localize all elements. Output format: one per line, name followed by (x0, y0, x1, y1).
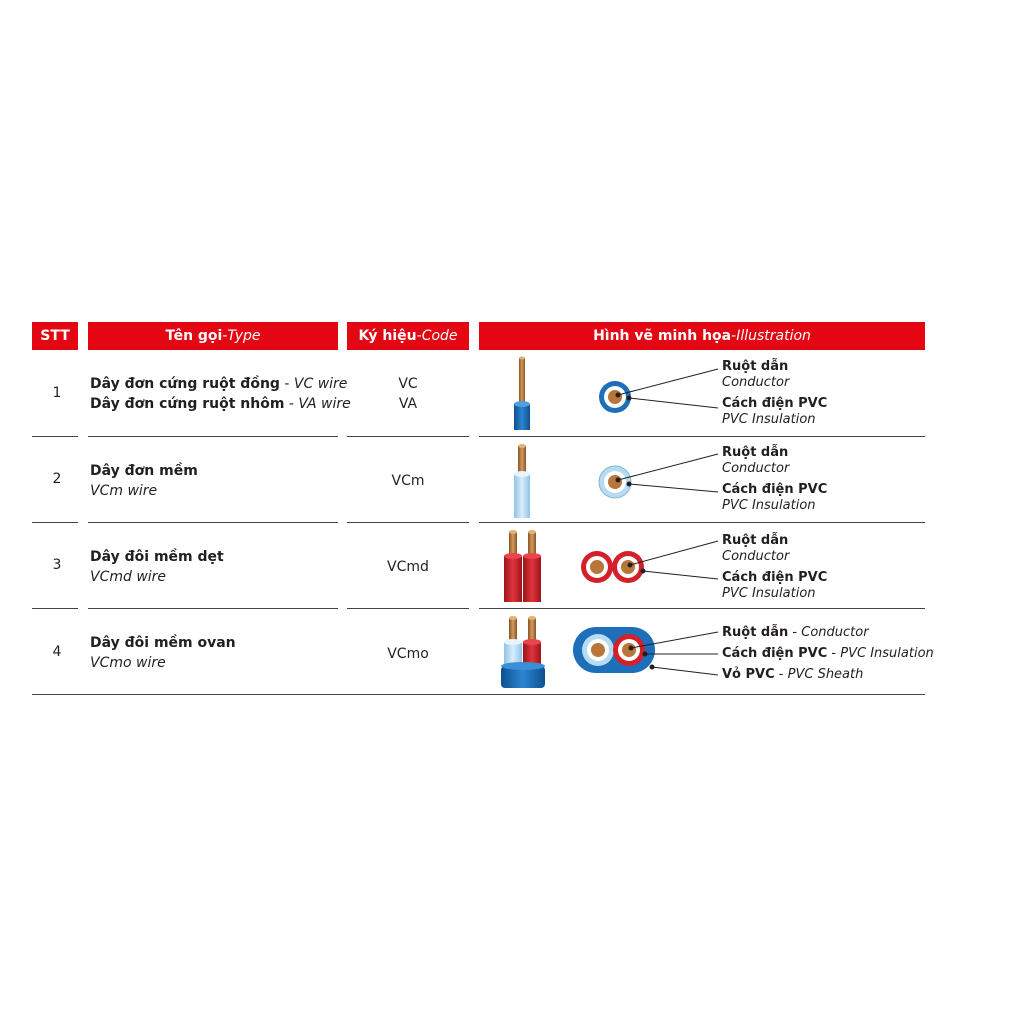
insulation-label: Cách điện PVC PVC Insulation (722, 396, 828, 427)
vc-wire-illustration (480, 352, 926, 434)
header-stt: STT (32, 322, 78, 350)
type-name: Dây đôi mềm dẹt VCmd wire (90, 549, 224, 585)
row-number: 4 (52, 644, 62, 660)
cross-section-icon (573, 627, 655, 673)
wire-3d-icon (514, 357, 530, 431)
row-number: 2 (52, 471, 62, 487)
pointer-lines (616, 369, 718, 408)
cross-section-icon (581, 551, 644, 583)
code: VCm (391, 473, 425, 489)
cross-section-icon (599, 466, 631, 498)
insulation-label: Cách điện PVC PVC Insulation (722, 570, 828, 601)
code: VC VA (398, 376, 418, 412)
conductor-label: Ruột dẫn - Conductor (722, 625, 869, 640)
row-divider (479, 522, 925, 523)
row-divider (347, 608, 469, 609)
wire-3d-icon (504, 530, 541, 602)
vcmd-wire-illustration (480, 526, 926, 608)
row-divider (88, 522, 338, 523)
row-divider (88, 436, 338, 437)
code: VCmo (387, 646, 429, 662)
row-number: 1 (52, 385, 62, 401)
conductor-label: Ruột dẫn Conductor (722, 359, 790, 390)
row-divider (479, 608, 925, 609)
row-divider (32, 436, 78, 437)
vcm-wire-illustration (480, 440, 926, 522)
header-illustration: Hình vẽ minh họa - Illustration (479, 322, 925, 350)
row-divider (32, 522, 78, 523)
type-name: Dây đơn cứng ruột đồng - VC wire Dây đơn cứng ruột nhôm - VA wire (90, 376, 351, 412)
pointer-lines (616, 454, 718, 492)
row-divider (347, 522, 469, 523)
row-divider (32, 608, 78, 609)
row-divider (347, 436, 469, 437)
type-name: Dây đôi mềm ovan VCmo wire (90, 635, 236, 671)
table-bottom-rule (32, 694, 925, 695)
wire-3d-icon (501, 616, 545, 688)
sheath-label: Vỏ PVC - PVC Sheath (722, 667, 864, 682)
cross-section-icon (599, 381, 631, 413)
insulation-label: Cách điện PVC - PVC Insulation (722, 646, 934, 661)
conductor-label: Ruột dẫn Conductor (722, 533, 790, 564)
header-code: Ký hiệu - Code (347, 322, 469, 350)
conductor-label: Ruột dẫn Conductor (722, 445, 790, 476)
wire-3d-icon (514, 444, 530, 518)
code: VCmd (387, 559, 429, 575)
row-divider (88, 608, 338, 609)
insulation-label: Cách điện PVC PVC Insulation (722, 482, 828, 513)
row-divider (479, 436, 925, 437)
type-name: Dây đơn mềm VCm wire (90, 463, 198, 499)
row-number: 3 (52, 557, 62, 573)
header-type: Tên gọi - Type (88, 322, 338, 350)
